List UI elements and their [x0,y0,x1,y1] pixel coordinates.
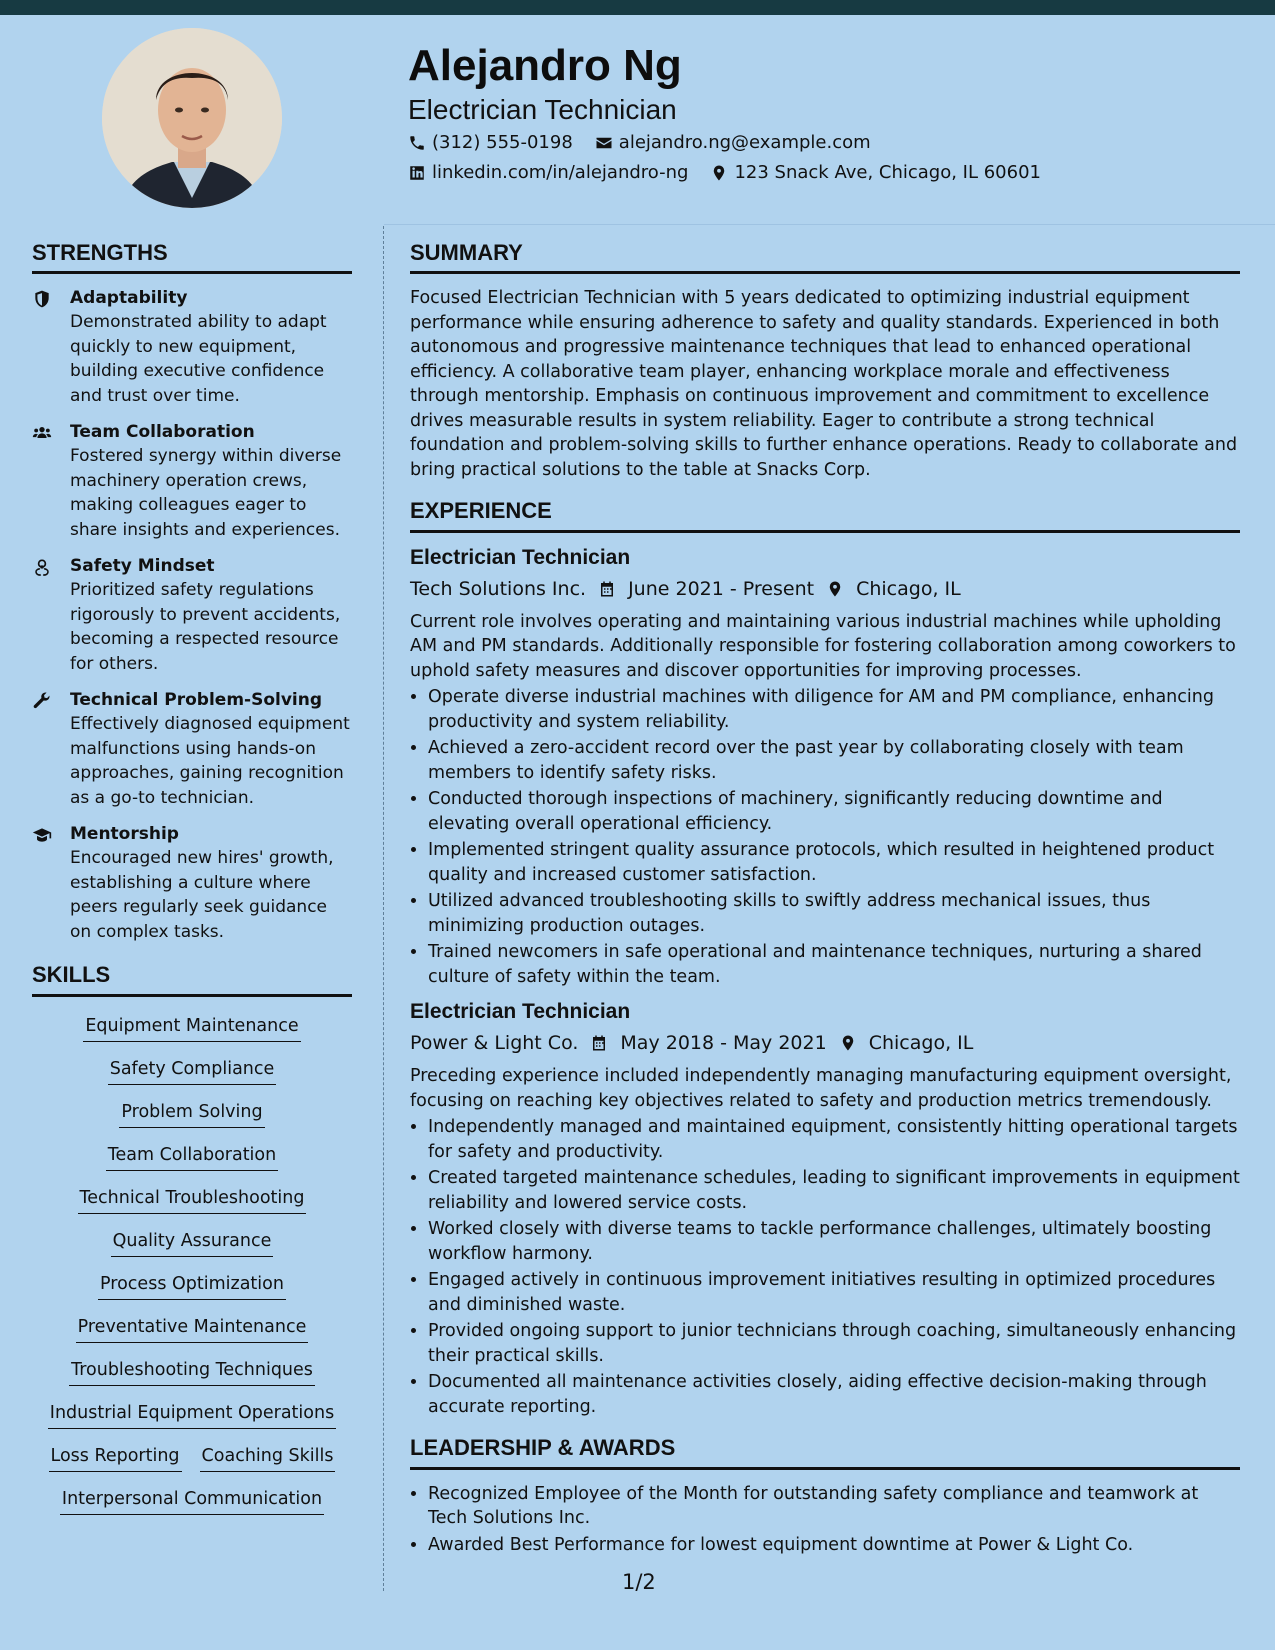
skill-tag: Safety Compliance [108,1056,277,1085]
strength-desc: Effectively diagnosed equipment malfunctions using hands-on approaches, gaining recognition as a go-to technician. [70,714,350,808]
shield-icon [32,286,56,408]
profile-photo [102,28,282,208]
job-entry [410,999,1240,1419]
top-bar [0,0,1275,15]
phone-contact [408,132,573,153]
job-bullet: • Operate diverse industrial machines with diligence for AM and PM compliance, enhancing productivity and system reliability. [428,685,1240,734]
strength-title: Team Collaboration [70,422,255,443]
skill-tag: Process Optimization [98,1271,286,1300]
right-column [410,240,1240,1559]
left-column [32,240,352,1515]
linkedin-icon [408,164,426,182]
skill-tag: Industrial Equipment Operations [48,1400,336,1429]
linkedin-text[interactable]: linkedin.com/in/alejandro-ng [432,162,689,183]
summary-text: Focused Electrician Technician with 5 years dedicated to optimizing industrial equipment performance while ensuring adherence to safety and quality standards. Experienced in both autonomous and progressive maintenance techniques that lead to enhanced operational efficiency. A collaborative team player, enhancing workplace morale and effectiveness through mentorship. Emphasis on continuous improvement and commitment to excellence drives measurable results in system reliability. Eager to contribute a strong technical foundation and problem-solving skills to further enhance operations. Ready to collaborate and bring practical solutions to the table at Snacks Corp. [410,288,1238,480]
skill-tag: Problem Solving [119,1099,264,1128]
skill-tag: Coaching Skills [200,1443,336,1472]
job-bullet: • Engaged actively in continuous improvement initiatives resulting in optimized procedures and diminished waste. [428,1268,1240,1317]
job-bullet: • Utilized advanced troubleshooting skills to swiftly address mechanical issues, thus minimizing production outages. [428,889,1240,938]
map-pin-icon [826,580,844,598]
awards-list [410,1482,1240,1558]
job-description: Preceding experience included independently managing manufacturing equipment oversight, focusing on reaching key objectives related to safety and production metrics tremendously. [410,1066,1232,1111]
skill-tag: Loss Reporting [49,1443,182,1472]
map-pin-icon [839,1034,857,1052]
calendar-icon [598,580,616,598]
skill-tag: Troubleshooting Techniques [69,1357,315,1386]
job-entry [410,545,1240,990]
job-bullet: • Achieved a zero-accident record over the past year by collaborating closely with team members to identify safety risks. [428,736,1240,785]
job-bullet: • Worked closely with diverse teams to tackle performance challenges, ultimately boosting workflow harmony. [428,1217,1240,1266]
job-bullets [410,1115,1240,1419]
map-pin-icon [710,164,728,182]
skill-tag: Quality Assurance [111,1228,274,1257]
strength-item [32,688,352,810]
job-meta [410,576,1240,602]
address-text: 123 Snack Ave, Chicago, IL 60601 [734,162,1041,183]
job-bullet: • Created targeted maintenance schedules, leading to significant improvements in equipment reliability and lowered service costs. [428,1166,1240,1215]
award-item: • Recognized Employee of the Month for outstanding safety compliance and teamwork at Tech Solutions Inc. [428,1482,1240,1531]
experience-heading: EXPERIENCE [410,498,1240,532]
job-title: Electrician Technician [410,545,631,569]
graduation-cap-icon [32,822,56,944]
skills-heading: SKILLS [32,962,352,996]
users-icon [32,420,56,542]
strength-desc: Demonstrated ability to adapt quickly to new equipment, building executive confidence and trust over time. [70,312,327,406]
strength-item [32,822,352,944]
column-divider [383,226,384,1591]
skill-tag: Interpersonal Communication [60,1486,324,1515]
calendar-icon [590,1034,608,1052]
email-contact[interactable] [595,132,871,153]
skill-tag: Team Collaboration [106,1142,278,1171]
job-bullet: • Conducted thorough inspections of machinery, significantly reducing downtime and elevating overall operational efficiency. [428,787,1240,836]
linkedin-contact[interactable] [408,162,688,183]
wrench-icon [32,688,56,810]
skill-tag: Preventative Maintenance [76,1314,309,1343]
strengths-heading: STRENGTHS [32,240,352,274]
job-bullet: • Implemented stringent quality assurance protocols, which resulted in heightened product quality and increased customer satisfaction. [428,838,1240,887]
job-title: Electrician Technician [410,1000,631,1024]
header-divider [384,224,1275,225]
candidate-title: Electrician Technician [408,94,677,125]
job-dates: May 2018 - May 2021 [620,1032,827,1055]
job-company: Tech Solutions Inc. [410,577,587,600]
strength-item [32,554,352,676]
candidate-name: Alejandro Ng [408,41,682,90]
page-number: 1/2 [622,1570,656,1594]
job-bullet: • Independently managed and maintained equipment, consistently hitting operational targets for safety and productivity. [428,1115,1240,1164]
address-contact [710,162,1041,183]
biohazard-icon [32,554,56,676]
phone-icon [408,134,426,152]
job-description: Current role involves operating and maintaining various industrial machines while upholding AM and PM standards. Additionally responsible for fostering collaboration among coworkers to uphold safety measures and discover opportunities for improving processes. [410,611,1236,681]
skill-tag: Technical Troubleshooting [78,1185,307,1214]
email-text[interactable]: alejandro.ng@example.com [618,132,871,153]
strength-item [32,286,352,408]
contact-row-1 [408,132,887,153]
job-bullets [410,685,1240,989]
strength-title: Technical Problem-Solving [70,690,323,711]
contact-row-2 [408,162,1057,183]
skill-tag: Equipment Maintenance [83,1013,300,1042]
job-bullet: • Documented all maintenance activities closely, aiding effective decision-making through accurate reporting. [428,1370,1240,1419]
job-meta [410,1030,1240,1056]
awards-heading: LEADERSHIP & AWARDS [410,1435,1240,1469]
strength-title: Adaptability [70,288,188,309]
job-company: Power & Light Co. [410,1032,579,1055]
job-dates: June 2021 - Present [628,577,815,600]
envelope-icon [595,134,613,152]
summary-heading: SUMMARY [410,240,1240,274]
job-bullet: • Trained newcomers in safe operational and maintenance techniques, nurturing a shared culture of safety within the team. [428,940,1240,989]
job-bullet: • Provided ongoing support to junior technicians through coaching, simultaneously enhancing their practical skills. [428,1319,1240,1368]
strength-title: Safety Mindset [70,556,215,577]
strength-item [32,420,352,542]
job-location: Chicago, IL [856,577,961,600]
strength-desc: Encouraged new hires' growth, establishing a culture where peers regularly seek guidance on complex tasks. [70,848,334,942]
skills-list [32,1013,352,1515]
strength-title: Mentorship [70,824,179,845]
strength-desc: Fostered synergy within diverse machinery operation crews, making colleagues eager to share insights and experiences. [70,446,342,540]
phone-text: (312) 555-0198 [432,132,573,153]
job-location: Chicago, IL [868,1032,974,1055]
strength-desc: Prioritized safety regulations rigorously to prevent accidents, becoming a respected resource for others. [70,580,341,674]
award-item: • Awarded Best Performance for lowest equipment downtime at Power & Light Co. [428,1533,1240,1558]
